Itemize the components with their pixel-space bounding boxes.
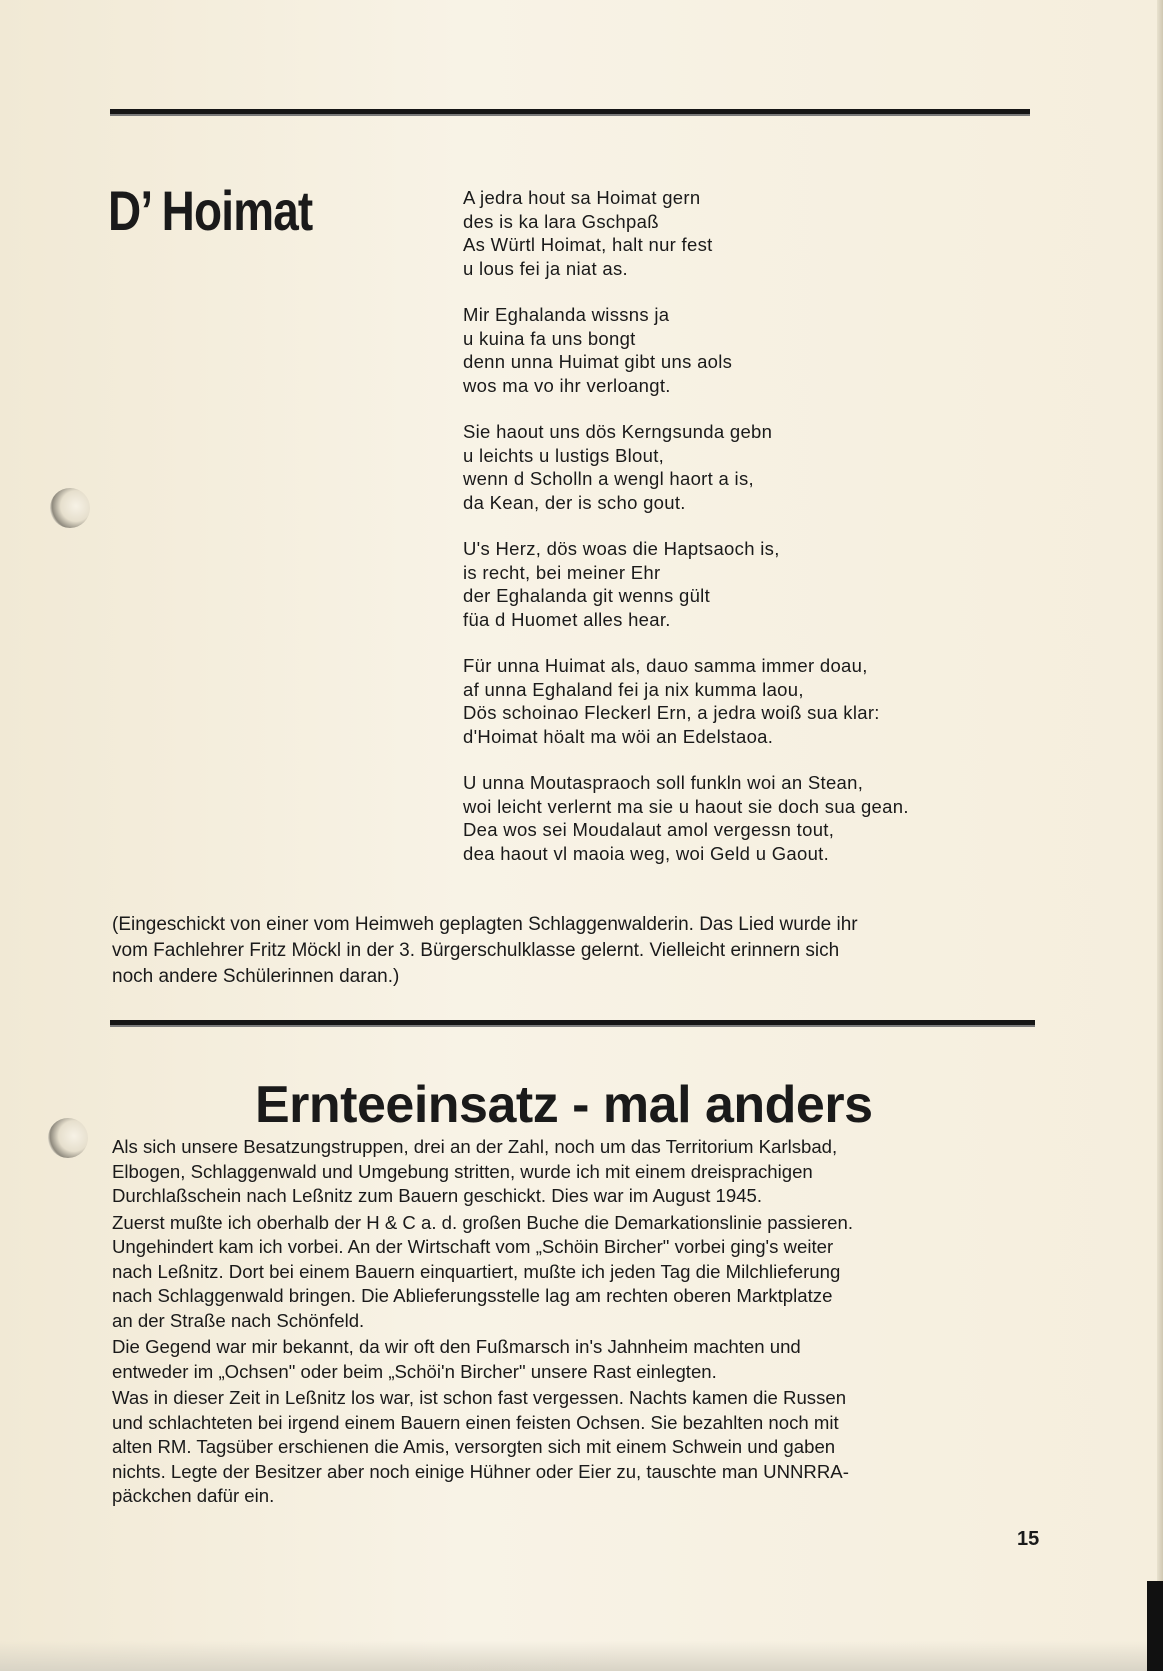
text-line: Die Gegend war mir bekannt, da wir oft den Fußmarsch in's Jahnheim machten und	[112, 1336, 801, 1357]
text-line: nichts. Legte der Besitzer aber noch einige Hühner oder Eier zu, tauschte man UNNRRA-	[112, 1460, 849, 1482]
text-line: nach Leßnitz. Dort bei einem Bauern einquartiert, mußte ich jeden Tag die Milchlieferung	[112, 1260, 841, 1282]
poem-title: D’ Hoimat	[108, 179, 313, 242]
text-line: entweder im „Ochsen" oder beim „Schöi'n Bircher" unsere Rast einlegten.	[112, 1360, 717, 1382]
poem-line: Dea wos sei Moudalaut amol vergessn tout,	[463, 819, 835, 840]
poem-line: wos ma vo ihr verloangt.	[463, 374, 671, 396]
text-line: Ungehindert kam ich vorbei. An der Wirtschaft vom „Schöin Bircher" vorbei ging's weiter	[112, 1236, 834, 1257]
poem-body	[463, 186, 1113, 888]
poem-line: u leichts u lustigs Blout,	[463, 444, 665, 466]
text-line: Was in dieser Zeit in Leßnitz los war, ist schon fast vergessen. Nachts kamen die Russen	[112, 1387, 847, 1408]
text-line: Zuerst mußte ich oberhalb der H & C a. d. großen Buche die Demarkationslinie passieren.	[112, 1211, 854, 1233]
poem-line: der Eghalanda git wenns gült	[463, 585, 711, 606]
note-line: (Eingeschickt von einer vom Heimweh geplagten Schlaggenwalderin. Das Lied wurde ihr	[112, 914, 858, 935]
punch-hole-upper	[50, 488, 90, 528]
section-divider-rule	[110, 1020, 1035, 1025]
poem-line: d'Hoimat höalt ma wöi an Edelstaoa.	[463, 725, 774, 747]
top-divider-rule	[110, 109, 1030, 114]
article-title: Ernteeinsatz - mal anders	[255, 1076, 873, 1134]
poem-line: Für unna Huimat als, dauo samma immer doau,	[463, 655, 868, 676]
poem-source-note	[112, 912, 1037, 990]
poem-line: woi leicht verlernt ma sie u haout sie doch sua gean.	[463, 795, 909, 817]
poem-line: dea haout vl maoia weg, woi Geld u Gaout.	[463, 842, 830, 864]
poem-line: af unna Eghaland fei ja nix kumma laou,	[463, 678, 804, 700]
punch-hole-lower	[48, 1118, 88, 1158]
poem-line: U unna Moutaspraoch soll funkln woi an Stean,	[463, 772, 864, 793]
article-body	[112, 1135, 1037, 1511]
text-line: Elbogen, Schlaggenwald und Umgebung stritten, wurde ich mit einem dreisprachigen	[112, 1160, 813, 1182]
text-line: päckchen dafür ein.	[112, 1485, 275, 1506]
poem-line: Mir Eghalanda wissns ja	[463, 304, 670, 325]
poem-line: füa d Huomet alles hear.	[463, 608, 671, 630]
poem-stanza	[463, 771, 1113, 865]
poem-line: des is ka lara Gschpaß	[463, 210, 659, 232]
page-edge-shadow	[1157, 0, 1163, 1671]
text-line: Durchlaßschein nach Leßnitz zum Bauern geschickt. Dies war im August 1945.	[112, 1185, 763, 1206]
bottom-edge-shadow	[0, 1641, 1163, 1671]
text-line: und schlachteten bei irgend einem Bauern einen feisten Ochsen. Sie bezahlten noch mit	[112, 1411, 839, 1433]
note-line: noch andere Schülerinnen daran.)	[112, 966, 400, 987]
poem-line: wenn d Scholln a wengl haort a is,	[463, 468, 754, 489]
article-paragraph	[112, 1386, 1037, 1509]
text-line: Als sich unsere Besatzungstruppen, drei an der Zahl, noch um das Territorium Karlsbad,	[112, 1136, 838, 1157]
article-paragraph	[112, 1211, 1037, 1334]
page-number: 15	[1017, 1528, 1040, 1550]
poem-line: denn unna Huimat gibt uns aols	[463, 351, 733, 372]
poem-line: Dös schoinao Fleckerl Ern, a jedra woiß sua klar:	[463, 702, 880, 723]
text-line: nach Schlaggenwald bringen. Die Ablieferungsstelle lag am rechten oberen Marktplatze	[112, 1285, 833, 1306]
article-paragraph	[112, 1335, 1037, 1384]
poem-line: u kuina fa uns bongt	[463, 327, 636, 349]
scan-border-corner	[1147, 1581, 1163, 1671]
poem-stanza	[463, 186, 1113, 280]
poem-stanza	[463, 537, 1113, 631]
poem-line: da Kean, der is scho gout.	[463, 491, 686, 513]
poem-stanza	[463, 303, 1113, 397]
text-line: an der Straße nach Schönfeld.	[112, 1309, 365, 1331]
poem-line: is recht, bei meiner Ehr	[463, 561, 661, 583]
text-line: alten RM. Tagsüber erschienen die Amis, versorgten sich mit einem Schwein und gaben	[112, 1436, 836, 1457]
poem-line: U's Herz, dös woas die Haptsaoch is,	[463, 538, 780, 559]
poem-stanza	[463, 654, 1113, 748]
poem-line: A jedra hout sa Hoimat gern	[463, 187, 701, 208]
poem-line: As Würtl Hoimat, halt nur fest	[463, 234, 713, 255]
poem-line: Sie haout uns dös Kerngsunda gebn	[463, 421, 773, 442]
note-line: vom Fachlehrer Fritz Möckl in der 3. Bürgerschulklasse gelernt. Vielleicht erinnern sich	[112, 940, 840, 961]
article-paragraph	[112, 1135, 1037, 1209]
poem-line: u lous fei ja niat as.	[463, 257, 628, 279]
poem-stanza	[463, 420, 1113, 514]
